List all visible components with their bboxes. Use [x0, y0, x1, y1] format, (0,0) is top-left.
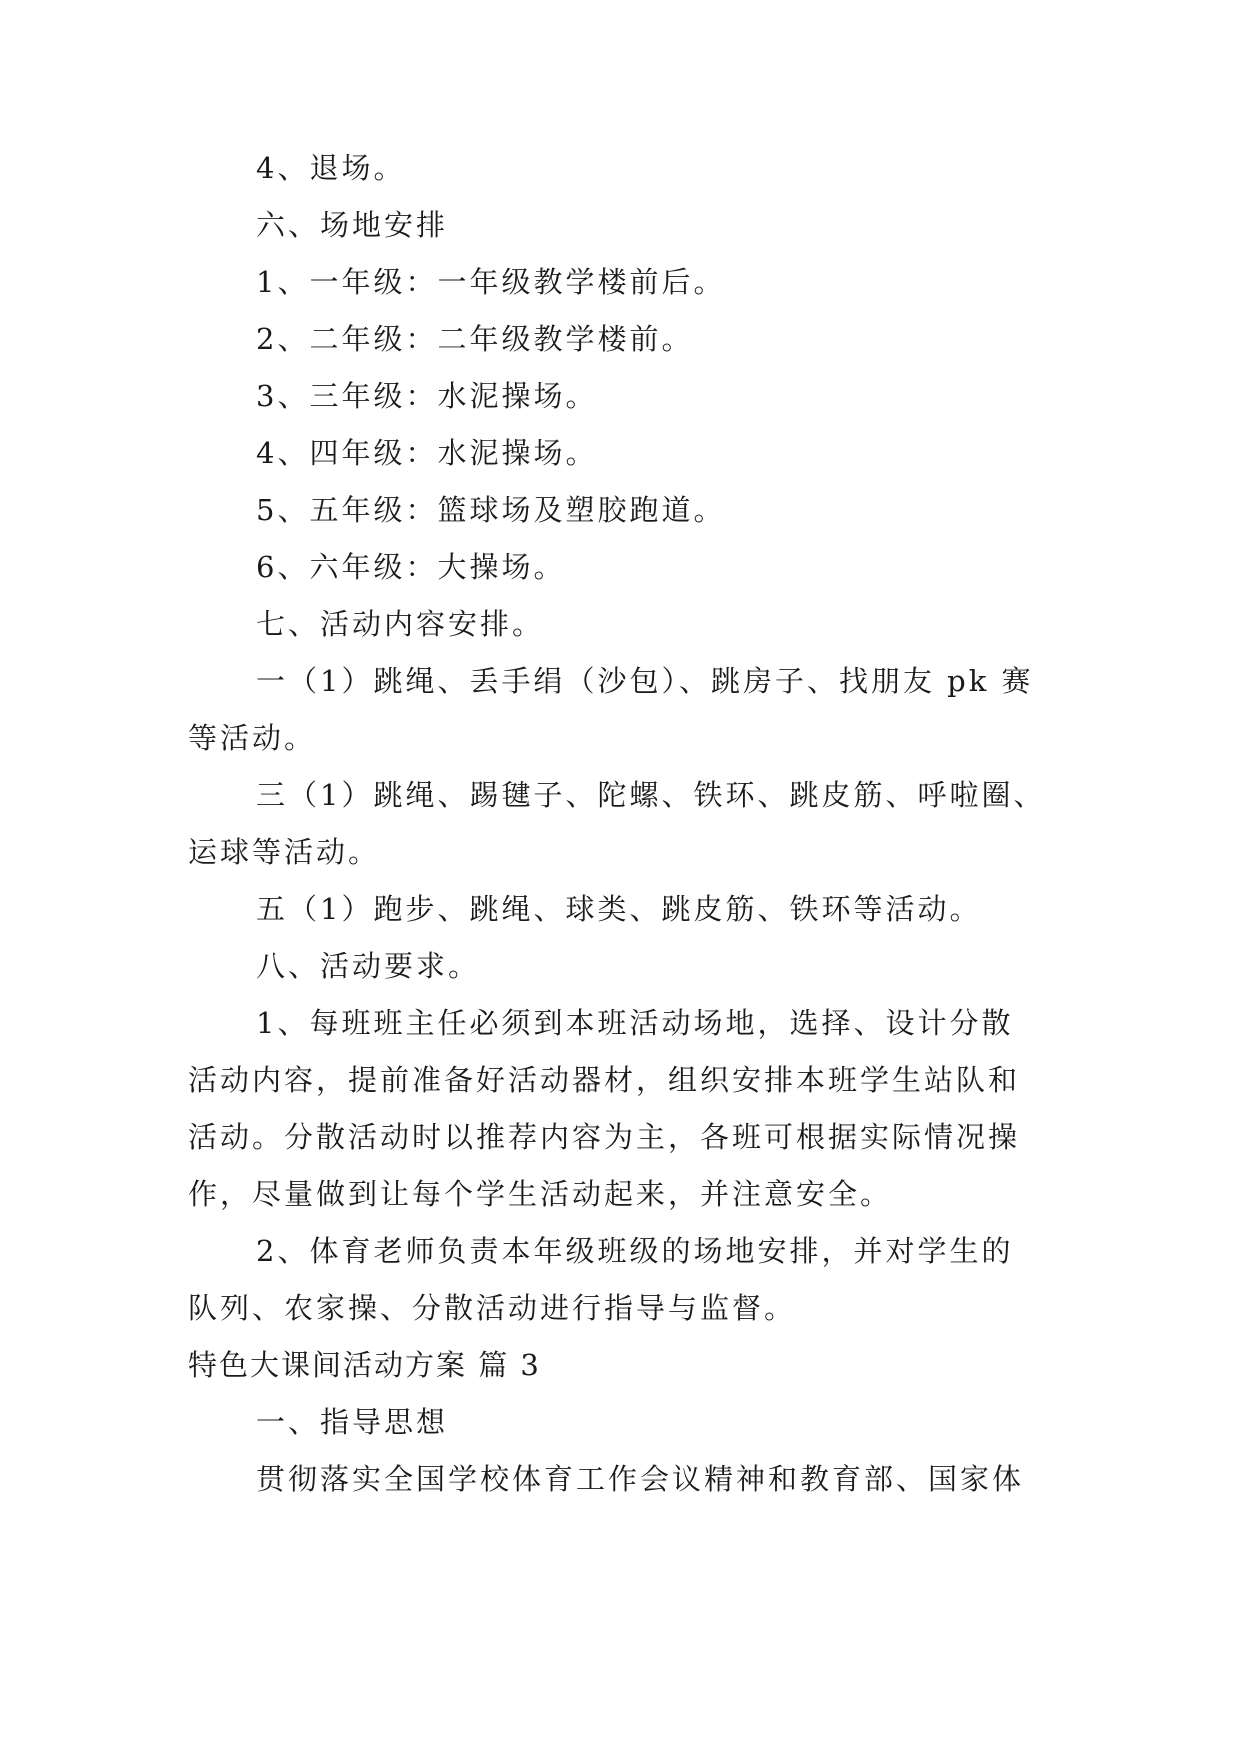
text-line: 4、四年级：水泥操场。 [256, 436, 598, 470]
section-heading-requirements: 八、活动要求。 [256, 949, 481, 983]
text-line: 3、三年级：水泥操场。 [256, 379, 598, 413]
text-line: 队列、农家操、分散活动进行指导与监督。 [188, 1291, 797, 1325]
section-heading-guiding-ideology: 一、指导思想 [256, 1405, 449, 1439]
section-heading-venue: 六、场地安排 [256, 208, 449, 242]
section-heading-content: 七、活动内容安排。 [256, 607, 545, 641]
text-line: 1、每班班主任必须到本班活动场地，选择、设计分散 [256, 1006, 1014, 1040]
text-line: 2、二年级：二年级教学楼前。 [256, 322, 694, 356]
text-line: 五（1）跑步、跳绳、球类、跳皮筋、铁环等活动。 [256, 892, 982, 926]
text-line: 作，尽量做到让每个学生活动起来，并注意安全。 [188, 1177, 893, 1211]
text-line: 活动。分散活动时以推荐内容为主，各班可根据实际情况操 [188, 1120, 1021, 1154]
text-line: 5、五年级：篮球场及塑胶跑道。 [256, 493, 726, 527]
text-line: 贯彻落实全国学校体育工作会议精神和教育部、国家体 [256, 1462, 1025, 1496]
text-line: 4、退场。 [256, 151, 406, 185]
text-line: 活动内容，提前准备好活动器材，组织安排本班学生站队和 [188, 1063, 1021, 1097]
text-line: 一（1）跳绳、丢手绢（沙包）、跳房子、找朋友 pk 赛 [256, 664, 1034, 698]
text-line: 1、一年级：一年级教学楼前后。 [256, 265, 726, 299]
text-line: 三（1）跳绳、踢毽子、陀螺、铁环、跳皮筋、呼啦圈、 [256, 778, 1046, 812]
text-line: 运球等活动。 [188, 835, 381, 869]
article-title: 特色大课间活动方案 篇 3 [188, 1348, 541, 1382]
text-line: 等活动。 [188, 721, 317, 755]
text-line: 2、体育老师负责本年级班级的场地安排，并对学生的 [256, 1234, 1014, 1268]
text-line: 6、六年级：大操场。 [256, 550, 566, 584]
